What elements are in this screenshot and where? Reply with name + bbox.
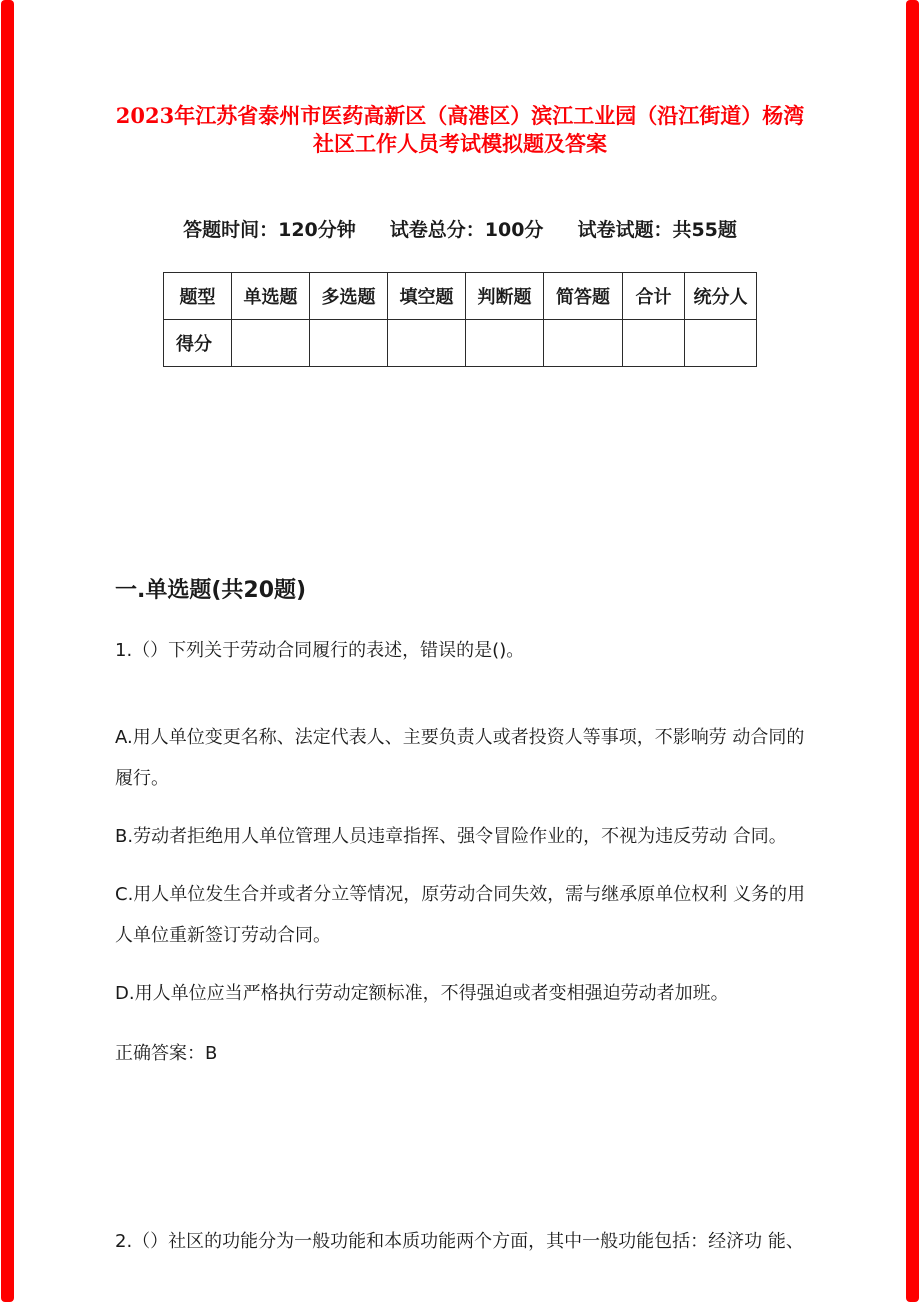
section-heading-single-choice: 一.单选题(共20题): [115, 578, 307, 603]
question-1-option-b: B.劳动者拒绝用人单位管理人员违章指挥、强令冒险作业的，不视为违反劳动 合同。: [115, 826, 787, 847]
exam-time: 答题时间：120分钟: [183, 219, 356, 241]
score-row: [164, 320, 757, 367]
score-cell-total: [623, 320, 685, 367]
score-cell-short-answer: [544, 320, 623, 367]
score-table: [163, 272, 757, 367]
question-1-option-d: D.用人单位应当严格执行劳动定额标准，不得强迫或者变相强迫劳动者加班。: [115, 983, 729, 1004]
score-row-label: 得分: [164, 320, 232, 367]
col-header-true-false: 判断题: [466, 273, 544, 320]
score-cell-scorer: [685, 320, 757, 367]
question-1-option-c: C.用人单位发生合并或者分立等情况，原劳动合同失效，需与继承原单位权利 义务的用人单位重新签订劳动合同。: [115, 884, 806, 946]
question-1-option-a: A.用人单位变更名称、法定代表人、主要负责人或者投资人等事项，不影响劳 动合同的履行。: [115, 727, 805, 789]
question-2-stem: 2.（）社区的功能分为一般功能和本质功能两个方面，其中一般功能包括：经济功 能、: [115, 1231, 804, 1252]
score-cell-single-choice: [232, 320, 310, 367]
score-cell-true-false: [466, 320, 544, 367]
score-cell-fill-blank: [388, 320, 466, 367]
col-header-question-type: 题型: [164, 273, 232, 320]
col-header-single-choice: 单选题: [232, 273, 310, 320]
col-header-short-answer: 简答题: [544, 273, 623, 320]
question-1-stem: 1.（）下列关于劳动合同履行的表述，错误的是()。: [115, 640, 525, 661]
page-title: 2023年江苏省泰州市医药高新区（高港区）滨江工业园（沿江街道）杨湾社区工作人员考试模拟题及答案: [115, 103, 805, 156]
exam-question-count: 试卷试题：共55题: [577, 219, 737, 241]
exam-info-line: [115, 215, 805, 242]
left-red-border: [1, 0, 14, 1302]
table-header-row: [164, 273, 757, 320]
exam-total-score: 试卷总分：100分: [389, 219, 544, 241]
right-red-border: [906, 0, 919, 1302]
score-cell-multi-choice: [310, 320, 388, 367]
col-header-total: 合计: [623, 273, 685, 320]
document-content: [115, 0, 805, 1256]
score-table-wrapper: [115, 272, 805, 367]
col-header-multi-choice: 多选题: [310, 273, 388, 320]
question-1-answer: 正确答案：B: [115, 1043, 218, 1064]
col-header-scorer: 统分人: [685, 273, 757, 320]
col-header-fill-blank: 填空题: [388, 273, 466, 320]
